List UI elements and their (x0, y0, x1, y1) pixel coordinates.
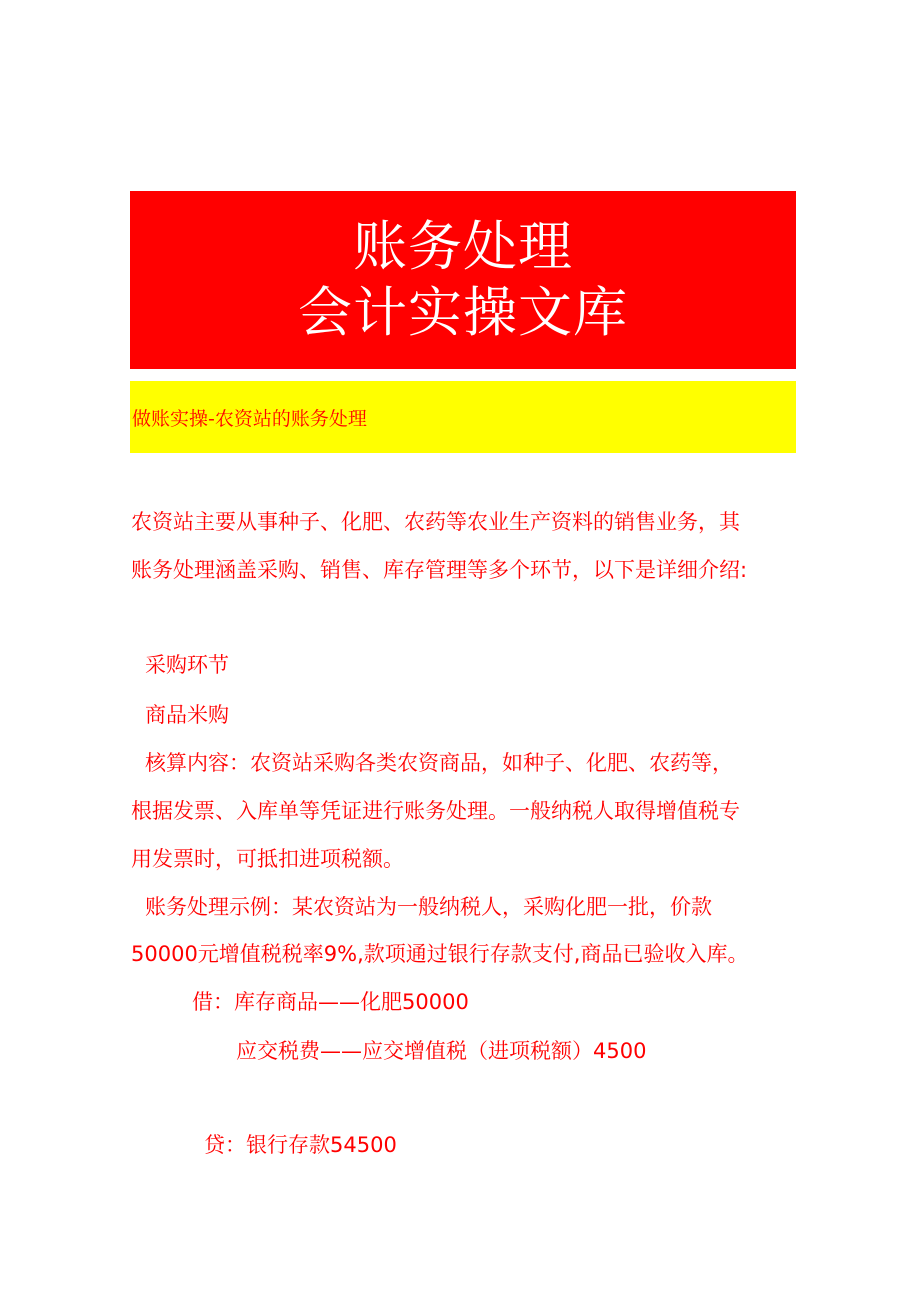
intro-line-2: 账务处理涵盖采购、销售、库存管理等多个环节，以下是详细介绍: (131, 558, 748, 582)
journal-credit: 贷：银行存款54500 (204, 1133, 397, 1157)
journal-debit-1: 借：库存商品——化肥50000 (192, 990, 469, 1014)
title-banner (130, 191, 796, 369)
body-line-1: 核算内容：农资站采购各类农资商品，如种子、化肥、农药等， (145, 751, 733, 775)
body-line-4: 账务处理示例：某农资站为一般纳税人，采购化肥一批，价款 (145, 895, 712, 919)
intro-line-1: 农资站主要从事种子、化肥、农药等农业生产资料的销售业务，其 (131, 510, 740, 534)
section-heading-purchase: 采购环节 (145, 653, 229, 677)
banner-title-line2: 会计实操文库 (298, 281, 628, 344)
journal-debit-2: 应交税费——应交增值税（进项税额）4500 (236, 1039, 647, 1063)
body-line-2: 根据发票、入库单等凭证进行账务处理。一般纳税人取得增值税专 (131, 799, 740, 823)
body-line-5: 50000元增值税税率9%,款项通过银行存款支付,商品已验收入库。 (131, 942, 749, 966)
banner-title-line1: 账务处理 (353, 215, 573, 278)
body-line-3: 用发票时，可抵扣进项税额。 (131, 847, 404, 871)
subtitle-bar (130, 381, 796, 453)
subtitle-text: 做账实操-农资站的账务处理 (132, 407, 367, 430)
section-subheading: 商品米购 (145, 703, 229, 727)
